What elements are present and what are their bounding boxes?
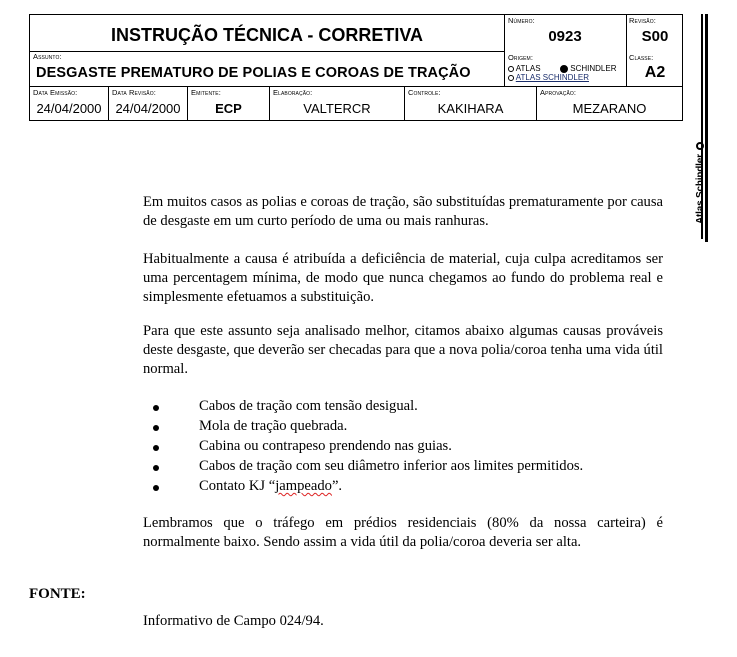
divider — [30, 86, 682, 87]
emitente-label: Emitente: — [191, 88, 221, 97]
list-item: Cabos de tração com tensão desigual. — [143, 398, 663, 418]
brand-circle-icon — [696, 142, 704, 150]
brand-logo — [682, 126, 706, 226]
data-revisao-label: Data Revisão: — [112, 88, 156, 97]
divider — [626, 15, 627, 86]
elaboracao-label: Elaboração: — [273, 88, 313, 97]
controle-value: KAKIHARA — [437, 101, 504, 116]
bullet-icon — [153, 425, 159, 431]
document-title: INSTRUÇÃO TÉCNICA - CORRETIVA — [111, 25, 423, 45]
bullet-icon — [153, 445, 159, 451]
revisao-label: Revisão: — [629, 16, 656, 25]
bullet-icon — [153, 405, 159, 411]
numero-value: 0923 — [548, 28, 582, 45]
data-emissao-label: Data Emissão: — [33, 88, 78, 97]
divider — [30, 51, 504, 52]
causes-list — [143, 398, 663, 498]
origem-atlas-option: ATLAS — [508, 64, 541, 73]
origem-both-option: ATLAS SCHINDLER — [508, 73, 589, 82]
controle-label: Controle: — [408, 88, 441, 97]
paragraph-1: Em muitos casos as polias e coroas de tração, são substituídas prematuramente por causa de desgaste em um curto período de uma ou mais ranhuras. — [143, 194, 663, 229]
fonte-text: Informativo de Campo 024/94. — [143, 613, 324, 629]
bullet-icon — [153, 465, 159, 471]
bullet-icon — [153, 485, 159, 491]
list-item: Mola de tração quebrada. — [143, 418, 663, 438]
radio-filled-icon — [560, 65, 568, 73]
fonte-label: FONTE: — [29, 586, 86, 602]
assunto-value: DESGASTE PREMATURO DE POLIAS E COROAS DE TRAÇÃO — [36, 65, 471, 81]
paragraph-4: Lembramos que o tráfego em prédios residenciais (80% da nossa carteira) é normalmente baixo. Sendo assim a vida útil da polia/coroa deveria ser alta. — [143, 515, 663, 550]
list-item: Cabina ou contrapeso prendendo nas guias. — [143, 438, 663, 458]
brand-logo-text: Atlas Schindler — [695, 142, 706, 224]
numero-label: Número: — [508, 16, 535, 25]
paragraph-3: Para que este assunto seja analisado melhor, citamos abaixo algumas causas prováveis deste desgaste, que deverão ser checadas para que a nova polia/coroa tenha uma vida útil normal. — [143, 323, 663, 377]
aprovacao-value: MEZARANO — [572, 101, 647, 116]
list-item: Cabos de tração com seu diâmetro inferior aos limites permitidos. — [143, 458, 663, 478]
data-revisao-value: 24/04/2000 — [115, 101, 181, 116]
document-header-table — [29, 14, 683, 121]
data-emissao-value: 24/04/2000 — [36, 101, 102, 116]
aprovacao-label: Aprovação: — [540, 88, 577, 97]
radio-empty-icon — [508, 66, 514, 72]
classe-value: A2 — [644, 64, 666, 81]
emitente-value: ECP — [215, 101, 242, 116]
elaboracao-value: VALTERCR — [303, 101, 371, 116]
revisao-value: S00 — [641, 28, 669, 45]
paragraph-2: Habitualmente a causa é atribuída a deficiência de material, cuja culpa acreditamos ser uma percentagem mínima, de modo que nunca chegamos ao fundo do problema real e simplesmente efetuamos a substituição. — [143, 251, 663, 305]
divider — [504, 15, 505, 86]
assunto-label: Assunto: — [33, 52, 62, 61]
radio-empty-icon — [508, 75, 514, 81]
origem-label: Origem: — [508, 53, 534, 62]
origem-schindler-option: SCHINDLER — [560, 64, 616, 73]
list-item: Contato KJ “jampeado”. — [143, 478, 663, 498]
spellcheck-word: jampeado — [275, 478, 332, 494]
classe-label: Classe: — [629, 53, 654, 62]
